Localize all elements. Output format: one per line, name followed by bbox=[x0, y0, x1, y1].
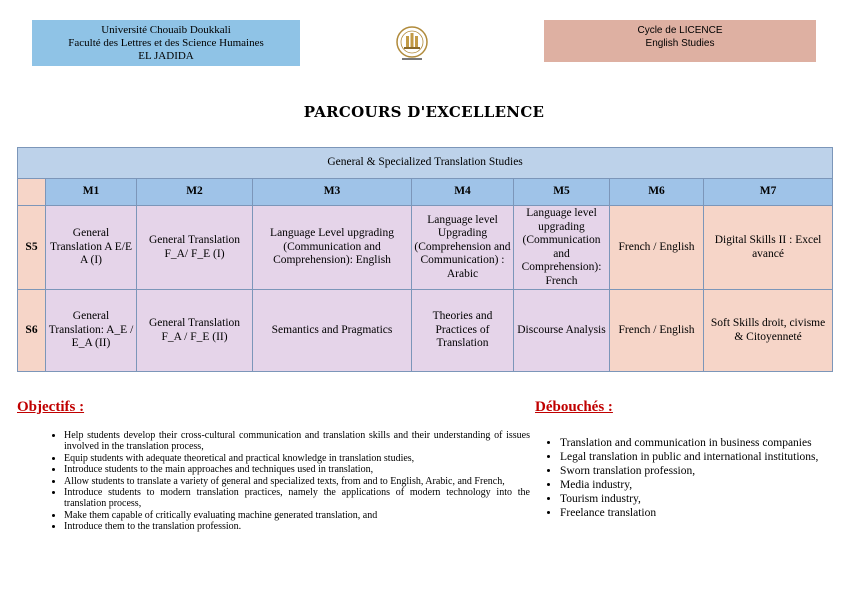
university-logo-icon bbox=[392, 24, 432, 64]
list-item: • Introduce them to the translation profession. bbox=[64, 521, 530, 532]
faculty-name: Faculté des Lettres et des Science Humaines bbox=[68, 37, 264, 49]
cycle-header bbox=[544, 20, 816, 62]
module-cell: French / English bbox=[610, 206, 704, 290]
column-header: M3 bbox=[253, 179, 412, 206]
column-header: M2 bbox=[137, 179, 253, 206]
cycle-label: Cycle de LICENCE bbox=[637, 25, 723, 36]
debouches-list bbox=[524, 436, 848, 520]
debouches-heading: Débouchés : bbox=[535, 399, 613, 415]
module-cell: Language level upgrading (Communication and Comprehension): French bbox=[514, 206, 610, 290]
module-cell: Language level Upgrading (Comprehension and Communication) : Arabic bbox=[412, 206, 514, 290]
university-header bbox=[32, 20, 300, 66]
page-title: PARCOURS D'EXCELLENCE bbox=[303, 103, 545, 121]
module-cell: General Translation F_A / F_E (II) bbox=[137, 290, 253, 372]
column-header: M1 bbox=[46, 179, 137, 206]
semester-label: S6 bbox=[18, 290, 46, 372]
modules-table bbox=[17, 147, 833, 372]
list-item: • Media industry, bbox=[560, 478, 848, 492]
objectifs-heading: Objectifs : bbox=[17, 399, 85, 415]
module-cell: Soft Skills droit, civisme & Citoyenneté bbox=[704, 290, 833, 372]
list-item: • Freelance translation bbox=[560, 506, 848, 520]
list-item: • Translation and communication in business companies bbox=[560, 436, 848, 450]
list-item: • Equip students with adequate theoretical and practical knowledge in translation studies, bbox=[64, 453, 530, 464]
module-cell: Semantics and Pragmatics bbox=[253, 290, 412, 372]
module-cell: Digital Skills II : Excel avancé bbox=[704, 206, 833, 290]
list-item: • Introduce students to the main approaches and techniques used in translation, bbox=[64, 464, 530, 475]
list-item: • Allow students to translate a variety of general and specialized texts, from and to English, Arabic, and French, bbox=[64, 476, 530, 487]
module-cell: General Translation A E/E A (I) bbox=[46, 206, 137, 290]
table-caption: General & Specialized Translation Studies bbox=[18, 148, 833, 179]
column-header: M5 bbox=[514, 179, 610, 206]
module-cell: Theories and Practices of Translation bbox=[412, 290, 514, 372]
list-item: • Introduce students to modern translation practices, namely the applications of modern technology into the translation process, bbox=[64, 487, 530, 510]
table-row bbox=[18, 206, 833, 290]
semester-label: S5 bbox=[18, 206, 46, 290]
column-header: M7 bbox=[704, 179, 833, 206]
module-cell: General Translation F_A/ F_E (I) bbox=[137, 206, 253, 290]
program-label: English Studies bbox=[645, 38, 715, 49]
objectifs-list bbox=[28, 430, 530, 533]
university-name: Université Chouaib Doukkali bbox=[101, 24, 231, 36]
list-item: • Help students develop their cross-cultural communication and translation skills and their understanding of issues involved in the translation process, bbox=[64, 430, 530, 453]
city-name: EL JADIDA bbox=[138, 50, 194, 62]
list-item: • Tourism industry, bbox=[560, 492, 848, 506]
column-header: M6 bbox=[610, 179, 704, 206]
column-header: M4 bbox=[412, 179, 514, 206]
corner-cell bbox=[18, 179, 46, 206]
list-item: • Sworn translation profession, bbox=[560, 464, 848, 478]
table-row bbox=[18, 290, 833, 372]
module-cell: Language Level upgrading (Communication and Comprehension): English bbox=[253, 206, 412, 290]
module-cell: Discourse Analysis bbox=[514, 290, 610, 372]
list-item: • Legal translation in public and international institutions, bbox=[560, 450, 848, 464]
module-cell: General Translation: A_E / E_A (II) bbox=[46, 290, 137, 372]
list-item: • Make them capable of critically evaluating machine generated translation, and bbox=[64, 510, 530, 521]
module-cell: French / English bbox=[610, 290, 704, 372]
